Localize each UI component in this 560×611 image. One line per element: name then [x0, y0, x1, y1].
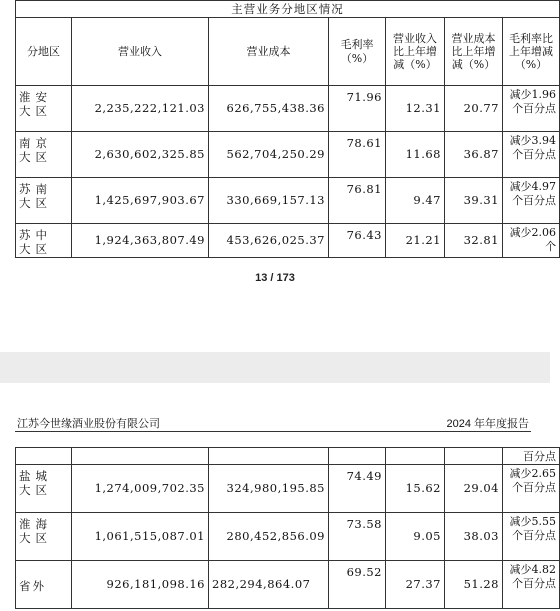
- region-cell: 省外: [16, 561, 72, 609]
- table-row: [16, 132, 560, 178]
- table-row: [16, 448, 560, 465]
- margin-cell: 76.81: [329, 178, 386, 224]
- revenue-change-cell: 9.47: [386, 178, 445, 224]
- header-cost-change: 营业成本比上年增减（%）: [445, 18, 503, 86]
- page-gap: [0, 352, 550, 383]
- document-header: [15, 415, 531, 432]
- cost-cell: 562,704,250.29: [209, 132, 329, 178]
- company-name: 江苏今世缘酒业股份有限公司: [17, 417, 160, 430]
- header-margin: 毛利率（%）: [329, 18, 386, 86]
- header-cost: 营业成本: [209, 18, 329, 86]
- margin-cell: 78.61: [329, 132, 386, 178]
- revenue-cell: 1,425,697,903.67: [72, 178, 209, 224]
- table-row: [16, 86, 560, 132]
- cost-change-cell: 29.04: [445, 465, 503, 513]
- header-margin-change: 毛利率比上年增减（%）: [503, 18, 560, 86]
- cost-cell: 324,980,195.85: [209, 465, 329, 513]
- margin-change-cell: 减少3.94个百分点: [503, 132, 560, 178]
- header-region: 分地区: [16, 18, 72, 86]
- region-cell: 盐城大区: [16, 465, 72, 513]
- report-page-bottom: [0, 383, 556, 611]
- margin-change-cell: 减少2.06个: [503, 224, 560, 258]
- report-title: 2024 年年度报告: [446, 418, 529, 430]
- table-row: [16, 561, 560, 609]
- revenue-cell: 1,061,515,087.01: [72, 513, 209, 561]
- revenue-change-cell: 15.62: [386, 465, 445, 513]
- margin-change-cell: 减少4.97个百分点: [503, 178, 560, 224]
- margin-change-cell: 减少1.96个百分点: [503, 86, 560, 132]
- table-row: [16, 513, 560, 561]
- cost-cell: 330,669,157.13: [209, 178, 329, 224]
- table-row: [16, 224, 560, 258]
- cost-cell: 453,626,025.37: [209, 224, 329, 258]
- cost-change-cell: 32.81: [445, 224, 503, 258]
- regional-business-table: [15, 0, 560, 258]
- revenue-change-cell: 12.31: [386, 86, 445, 132]
- revenue-cell: 2,235,222,121.03: [72, 86, 209, 132]
- cost-change-cell: 39.31: [445, 178, 503, 224]
- revenue-change-cell: 9.05: [386, 513, 445, 561]
- margin-cell: 69.52: [329, 561, 386, 609]
- cost-change-cell: 20.77: [445, 86, 503, 132]
- revenue-change-cell: 21.21: [386, 224, 445, 258]
- region-cell: 淮海大区: [16, 513, 72, 561]
- region-cell: 南京大区: [16, 132, 72, 178]
- margin-cell: 71.96: [329, 86, 386, 132]
- revenue-cell: 926,181,098.16: [72, 561, 209, 609]
- margin-cell: 74.49: [329, 465, 386, 513]
- cost-cell: 280,452,856.09: [209, 513, 329, 561]
- margin-change-cell: 减少5.55个百分点: [503, 513, 560, 561]
- revenue-cell: 1,274,009,702.35: [72, 465, 209, 513]
- margin-change-continuation: 百分点: [503, 448, 560, 465]
- cost-cell: 626,755,438.36: [209, 86, 329, 132]
- header-revenue: 营业收入: [72, 18, 209, 86]
- region-cell: 淮安大区: [16, 86, 72, 132]
- revenue-cell: 1,924,363,807.49: [72, 224, 209, 258]
- margin-cell: 73.58: [329, 513, 386, 561]
- table-row: [16, 465, 560, 513]
- margin-change-cell: 减少2.65个百分点: [503, 465, 560, 513]
- regional-business-table-continued: [15, 447, 560, 609]
- region-cell: 苏中大区: [16, 224, 72, 258]
- cost-change-cell: 38.03: [445, 513, 503, 561]
- table-caption: 主营业务分地区情况: [16, 1, 560, 18]
- cost-change-cell: 51.28: [445, 561, 503, 609]
- revenue-change-cell: 11.68: [386, 132, 445, 178]
- margin-change-cell: 减少4.82个百分点: [503, 561, 560, 609]
- cost-change-cell: 36.87: [445, 132, 503, 178]
- page-number: 13 / 173: [255, 272, 295, 284]
- revenue-cell: 2,630,602,325.85: [72, 132, 209, 178]
- margin-cell: 76.43: [329, 224, 386, 258]
- header-revenue-change: 营业收入比上年增减（%）: [386, 18, 445, 86]
- revenue-change-cell: 27.37: [386, 561, 445, 609]
- table-row: [16, 178, 560, 224]
- cost-cell: 282,294,864.07: [209, 561, 329, 609]
- region-cell: 苏南大区: [16, 178, 72, 224]
